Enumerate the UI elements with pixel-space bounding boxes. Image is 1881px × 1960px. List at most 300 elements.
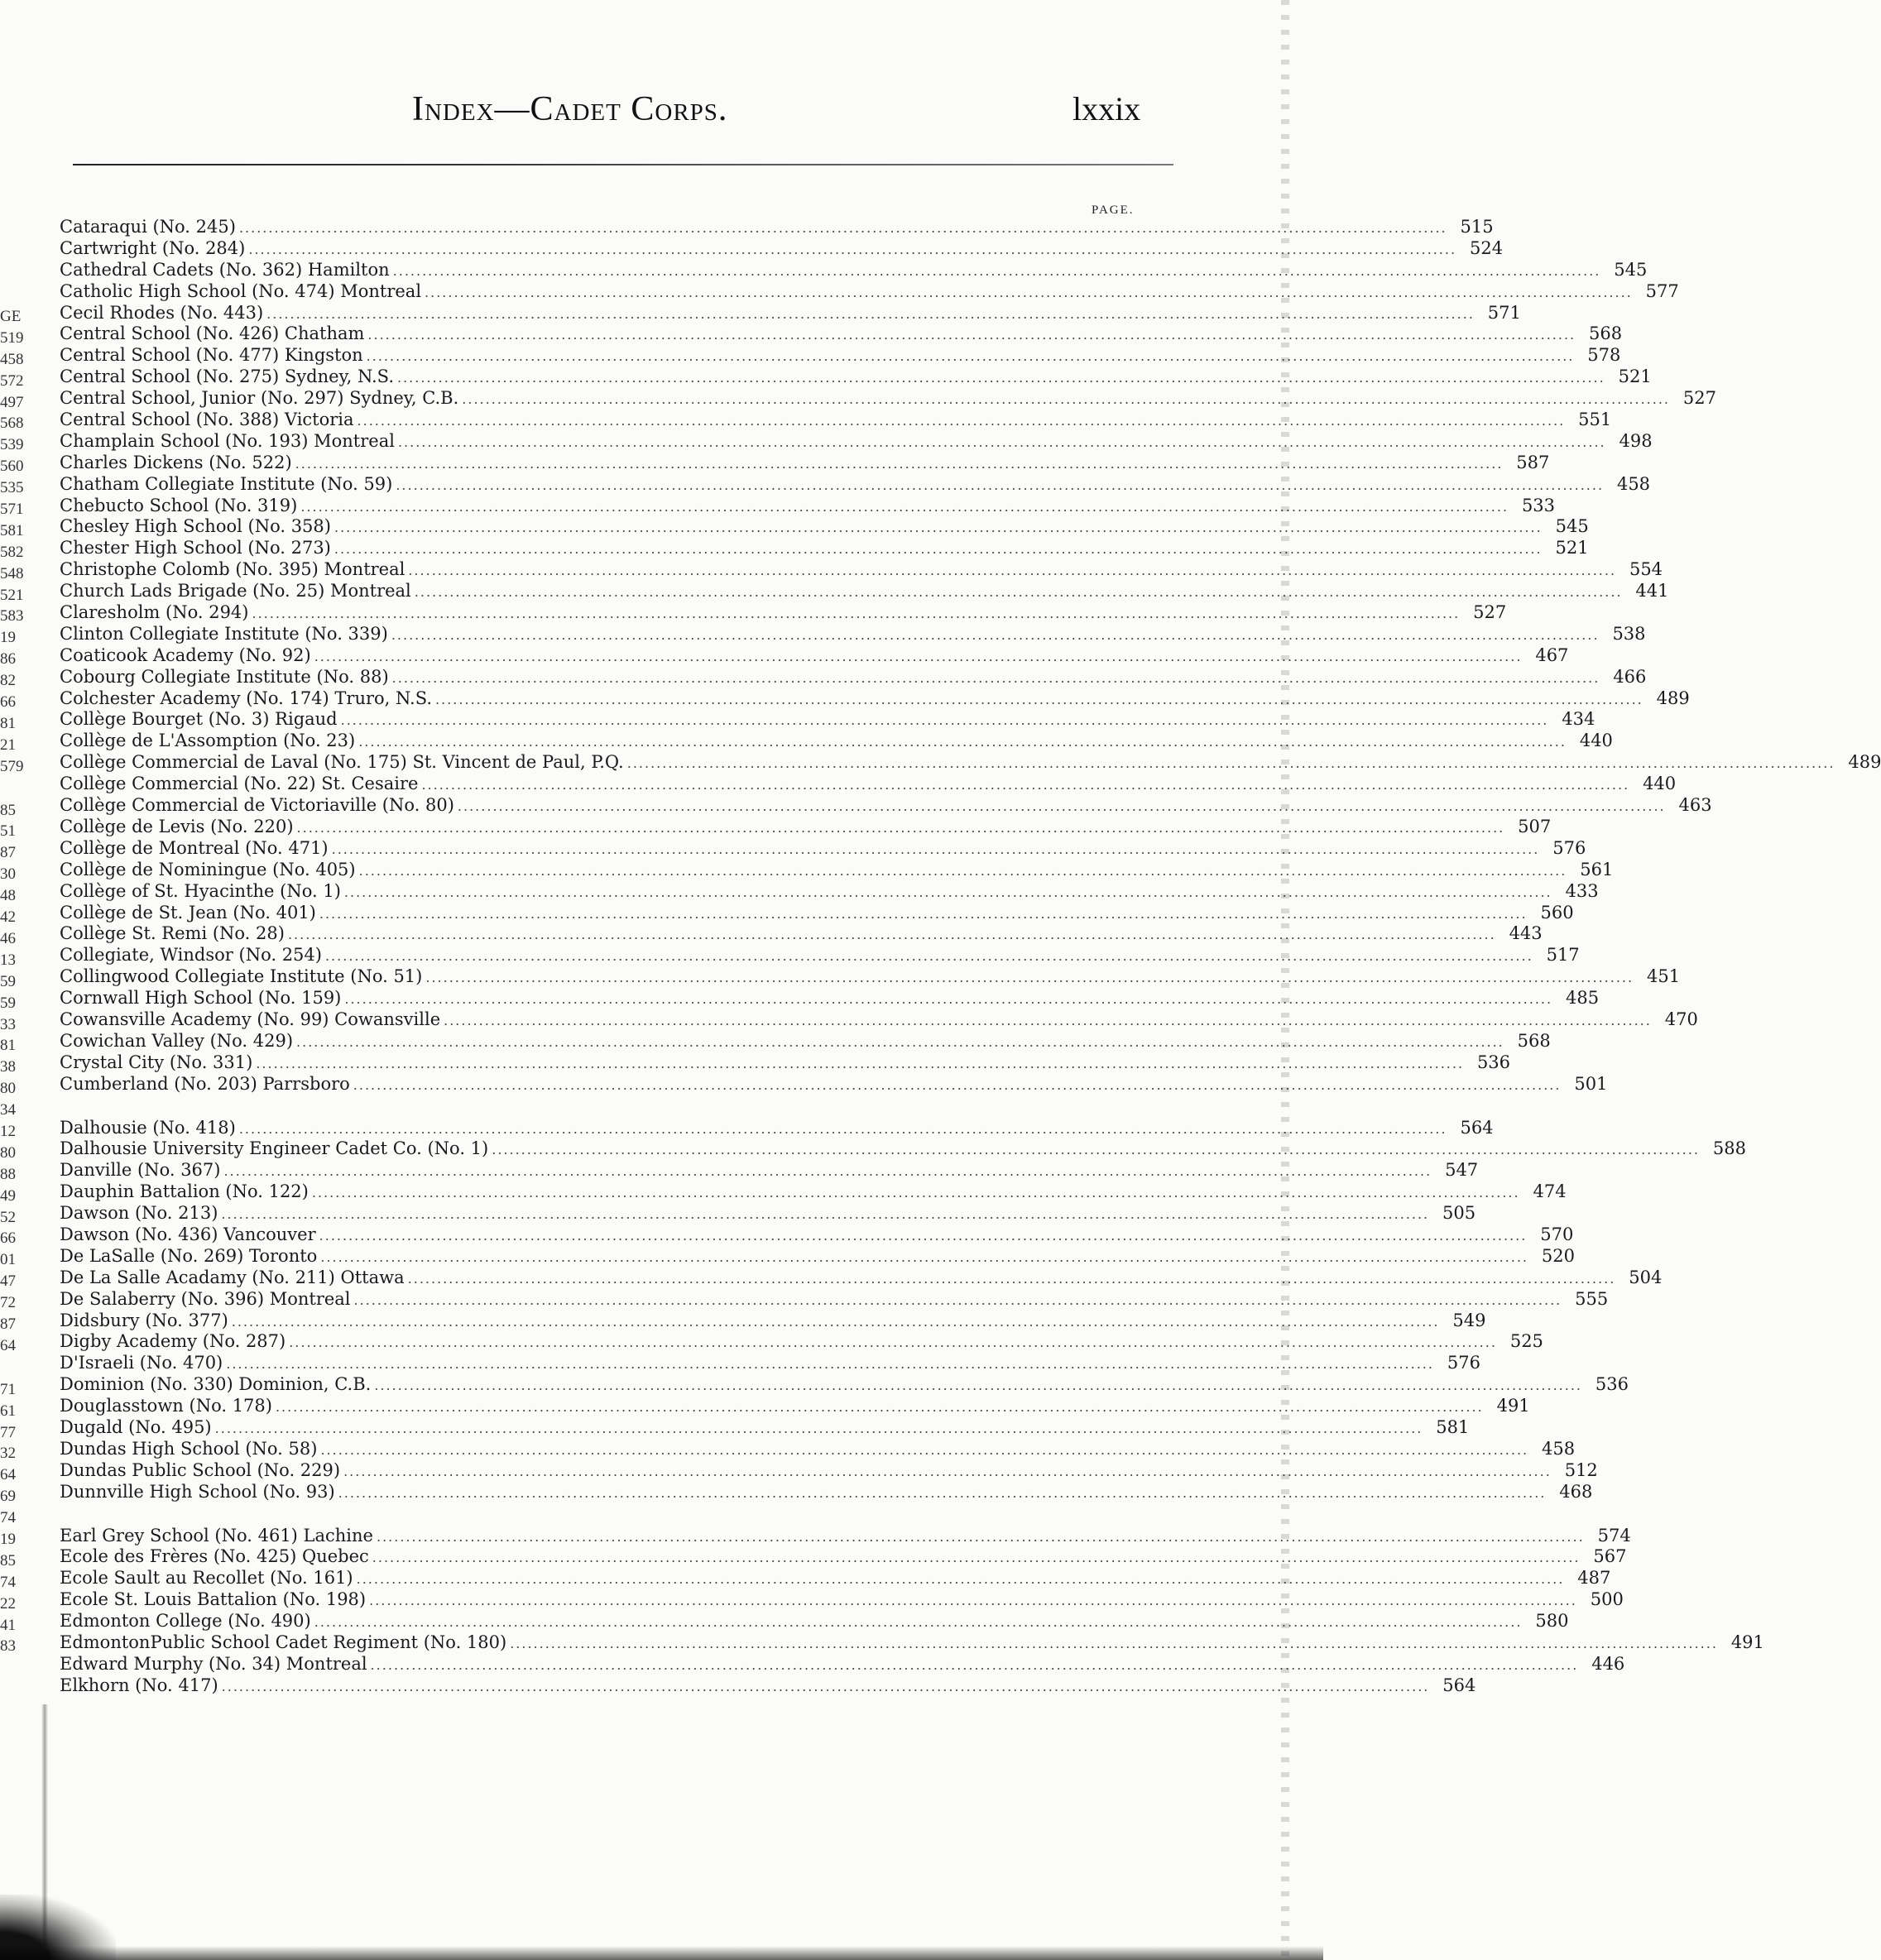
index-entry — [60, 538, 1589, 559]
right-page-edge — [1281, 0, 1289, 1960]
bleed-number: 521 — [0, 586, 24, 604]
page-header — [0, 89, 1323, 139]
dot-leader — [221, 1204, 1429, 1225]
bleed-number: 66 — [0, 1229, 16, 1248]
index-entry — [60, 1245, 1576, 1268]
entry-name: Collège de Levis (No. 220) — [60, 816, 294, 836]
index-entry — [60, 774, 1677, 795]
entry-name: Cataraqui (No. 245) — [60, 217, 236, 237]
dot-leader — [248, 239, 1456, 261]
entry-page: 545 — [1614, 259, 1648, 280]
bleed-number: 87 — [0, 844, 16, 862]
entry-name: Ecole Sault au Recollet (No. 161) — [60, 1568, 353, 1589]
entry-name: Collingwood Collegiate Institute (No. 51) — [60, 966, 423, 987]
entry-page: 485 — [1565, 988, 1600, 1009]
entry-page: 527 — [1473, 602, 1507, 623]
bleed-number: 568 — [0, 415, 24, 433]
entry-name: Dundas Public School (No. 229) — [60, 1459, 341, 1480]
entry-page: 468 — [1559, 1481, 1593, 1502]
entry-page: 578 — [1587, 345, 1621, 366]
bleed-number: 81 — [0, 714, 16, 732]
entry-page: 489 — [1848, 752, 1881, 773]
index-entry — [60, 1675, 1476, 1697]
entry-name: Central School (No. 388) Victoria — [60, 410, 354, 430]
entry-page: 458 — [1542, 1438, 1576, 1459]
entry-name: Collège of St. Hyacinthe (No. 1) — [60, 880, 341, 901]
entry-page: 527 — [1682, 388, 1716, 409]
dot-leader — [223, 1161, 1432, 1182]
entry-name: Collège de L'Assomption (No. 23) — [60, 731, 356, 751]
index-entry — [60, 1331, 1543, 1353]
entry-page: 564 — [1460, 1117, 1494, 1138]
entry-page: 451 — [1646, 966, 1681, 987]
index-entry — [60, 902, 1574, 924]
entry-name: Collège St. Remi (No. 28) — [60, 923, 285, 944]
index-entry — [60, 280, 1679, 303]
dot-leader — [425, 282, 1633, 304]
bleed-number: 22 — [0, 1594, 16, 1613]
bleed-number: 583 — [0, 607, 24, 625]
entry-page: 564 — [1442, 1675, 1476, 1695]
entry-page: 441 — [1635, 581, 1669, 601]
index-entry — [60, 1009, 1698, 1031]
entry-page: 434 — [1562, 709, 1595, 730]
entry-name: Dawson (No. 436) Vancouver — [60, 1224, 316, 1244]
dot-leader — [314, 646, 1523, 668]
index-entry — [60, 1138, 1746, 1160]
index-entry — [60, 430, 1653, 453]
index-entry — [60, 1568, 1611, 1589]
dot-leader — [319, 1225, 1528, 1247]
bleed-number: 13 — [0, 951, 16, 969]
index-section-d — [60, 1117, 1746, 1503]
bleed-number: 572 — [0, 371, 24, 390]
dot-leader — [425, 967, 1634, 989]
entry-page: 581 — [1436, 1416, 1470, 1437]
dot-leader — [359, 860, 1567, 882]
dot-leader — [239, 218, 1447, 239]
entry-name: Dawson (No. 213) — [60, 1203, 218, 1224]
entry-page: 487 — [1577, 1568, 1611, 1589]
index-section-c — [60, 217, 1881, 1095]
index-entry — [60, 1181, 1567, 1203]
dot-leader — [392, 668, 1600, 689]
entry-name: Chebucto School (No. 319) — [60, 495, 298, 515]
index-entry — [60, 945, 1580, 966]
index-entry — [60, 1073, 1608, 1095]
entry-page: 466 — [1613, 666, 1647, 687]
entry-name: Cornwall High School (No. 159) — [60, 988, 342, 1009]
entry-page: 551 — [1578, 410, 1612, 430]
index-entry — [60, 1203, 1476, 1224]
entry-page: 443 — [1509, 923, 1543, 944]
bleed-number: 548 — [0, 564, 24, 582]
bleed-number: 519 — [0, 328, 24, 347]
bleed-gap — [0, 778, 20, 800]
entry-page: 554 — [1629, 559, 1663, 580]
entry-page: 467 — [1535, 645, 1569, 665]
bleed-number: 560 — [0, 458, 24, 476]
dot-leader — [435, 689, 1643, 711]
entry-name: Ecole St. Louis Battalion (No. 198) — [60, 1589, 367, 1610]
entry-name: De Salaberry (No. 396) Montreal — [60, 1288, 351, 1309]
dot-leader — [396, 475, 1604, 496]
bleed-number: 32 — [0, 1445, 16, 1463]
entry-name: Earl Grey School (No. 461) Lachine — [60, 1525, 373, 1545]
entry-page: 489 — [1656, 688, 1690, 708]
entry-name: Christophe Colomb (No. 395) Montreal — [60, 559, 405, 580]
entry-name: Dundas High School (No. 58) — [60, 1438, 318, 1459]
dot-leader — [354, 1290, 1562, 1311]
dot-leader — [627, 753, 1835, 774]
bleed-number: 535 — [0, 479, 24, 497]
index-entry — [60, 1653, 1625, 1675]
dot-leader — [296, 1032, 1504, 1053]
bleed-number: 47 — [0, 1272, 16, 1291]
bleed-number: GE — [0, 308, 22, 325]
dot-leader — [369, 1590, 1577, 1612]
dot-leader — [226, 1354, 1434, 1375]
entry-name: Central School, Junior (No. 297) Sydney, C.B. — [60, 388, 459, 409]
entry-page: 515 — [1460, 217, 1494, 237]
dot-leader — [421, 774, 1629, 796]
index-entry — [60, 709, 1595, 731]
bleed-number: 59 — [0, 972, 16, 990]
index-entry — [60, 1611, 1569, 1632]
entry-name: Cecil Rhodes (No. 443) — [60, 302, 264, 323]
entry-page: 458 — [1616, 473, 1651, 494]
bleed-number: 59 — [0, 994, 16, 1012]
entry-page: 512 — [1564, 1459, 1598, 1480]
dot-leader — [344, 989, 1552, 1010]
entry-page: 470 — [1664, 1009, 1698, 1029]
dot-leader — [377, 1526, 1585, 1548]
index-entry — [60, 516, 1589, 538]
bleed-number: 539 — [0, 436, 24, 454]
bleed-number: 86 — [0, 650, 16, 669]
dot-leader — [367, 324, 1576, 346]
entry-page: 500 — [1590, 1589, 1624, 1610]
bleed-number: 458 — [0, 350, 24, 368]
dot-leader — [408, 560, 1616, 582]
index-entry — [60, 1459, 1598, 1482]
index-entry — [60, 1416, 1470, 1439]
entry-page: 549 — [1452, 1310, 1486, 1330]
entry-name: Dugald (No. 495) — [60, 1416, 212, 1437]
entry-page: 517 — [1546, 945, 1580, 966]
entry-name: Dauphin Battalion (No. 122) — [60, 1181, 309, 1202]
dot-leader — [358, 731, 1567, 753]
bleed-number: 71 — [0, 1380, 16, 1398]
entry-name: Central School (No. 477) Kingston — [60, 345, 363, 366]
bleed-number: 74 — [0, 1509, 16, 1527]
dot-leader — [312, 1182, 1520, 1204]
bleed-number: 41 — [0, 1616, 16, 1634]
bleed-number: 582 — [0, 543, 24, 561]
bleed-number: 581 — [0, 521, 24, 539]
index-entry — [60, 217, 1494, 238]
index-entry — [60, 880, 1599, 903]
entry-page: 521 — [1618, 367, 1652, 387]
index-section-e — [60, 1525, 1764, 1697]
entry-name: Dalhousie University Engineer Cadet Co. (No. 1) — [60, 1138, 489, 1159]
index-entry — [60, 1052, 1511, 1074]
entry-page: 576 — [1552, 837, 1586, 858]
dot-leader — [266, 304, 1475, 325]
entry-page: 491 — [1730, 1632, 1764, 1652]
entry-name: Collège de St. Jean (No. 401) — [60, 902, 316, 922]
dot-leader — [222, 1676, 1430, 1698]
dot-leader — [372, 1547, 1581, 1569]
bleed-number: 33 — [0, 1015, 16, 1033]
entry-name: Cowansville Academy (No. 99) Cowansville — [60, 1009, 441, 1029]
entry-name: Edmonton College (No. 490) — [60, 1611, 311, 1632]
dot-leader — [288, 924, 1496, 946]
index-entry — [60, 1589, 1624, 1611]
entry-page: 533 — [1521, 495, 1556, 515]
entry-page: 576 — [1447, 1353, 1480, 1373]
entry-name: Dalhousie (No. 418) — [60, 1117, 236, 1138]
entry-page: 463 — [1678, 795, 1712, 816]
page-title: Index—Cadet Corps. — [412, 90, 728, 128]
bleed-number: 88 — [0, 1165, 16, 1183]
index-entry — [60, 1267, 1663, 1289]
bleed-number: 87 — [0, 1315, 16, 1333]
bleed-number: 74 — [0, 1573, 16, 1591]
entry-name: Collège Commercial (No. 22) St. Cesaire — [60, 774, 419, 794]
dot-leader — [444, 1010, 1652, 1032]
index-entry — [60, 1396, 1530, 1417]
dot-leader — [415, 582, 1623, 603]
bleed-number: 579 — [0, 757, 24, 775]
bleed-number: 48 — [0, 887, 16, 905]
dot-leader — [371, 1655, 1579, 1676]
entry-name: Collège Commercial de Laval (No. 175) St. Vincent de Paul, P.Q. — [60, 752, 624, 773]
entry-name: Cobourg Collegiate Institute (No. 88) — [60, 666, 389, 687]
index-entry — [60, 581, 1669, 602]
entry-name: Elkhorn (No. 417) — [60, 1675, 218, 1695]
entry-page: 538 — [1612, 623, 1646, 644]
index-entry — [60, 795, 1712, 817]
entry-page: 545 — [1555, 516, 1589, 537]
dot-leader — [393, 261, 1601, 282]
dot-leader — [334, 517, 1543, 539]
entry-name: De LaSalle (No. 269) Toronto — [60, 1245, 318, 1266]
entry-name: EdmontonPublic School Cadet Regiment (No. 180) — [60, 1632, 507, 1652]
entry-name: Dominion (No. 330) Dominion, C.B. — [60, 1374, 372, 1395]
entry-name: Coaticook Academy (No. 92) — [60, 645, 311, 665]
dot-leader — [314, 1612, 1523, 1633]
dot-leader — [353, 1075, 1562, 1096]
entry-name: Crystal City (No. 331) — [60, 1052, 253, 1072]
index-entry — [60, 923, 1543, 945]
entry-page: 504 — [1629, 1267, 1663, 1287]
entry-name: Chesley High School (No. 358) — [60, 516, 331, 537]
index-entry — [60, 731, 1613, 752]
entry-page: 446 — [1591, 1653, 1625, 1674]
dot-leader — [391, 625, 1600, 646]
index-entry — [60, 473, 1651, 496]
dot-leader — [325, 946, 1533, 967]
index-entry — [60, 1546, 1627, 1568]
entry-name: Chester High School (No. 273) — [60, 538, 331, 558]
dot-leader — [357, 1569, 1565, 1590]
entry-page: 568 — [1589, 323, 1623, 344]
dot-leader — [462, 389, 1670, 410]
bleed-number: 51 — [0, 822, 16, 841]
entry-name: D'Israeli (No. 470) — [60, 1353, 223, 1373]
entry-name: Collège de Nominingue (No. 405) — [60, 859, 356, 879]
entry-page: 474 — [1533, 1181, 1567, 1202]
entry-page: 507 — [1518, 816, 1552, 836]
index-entry — [60, 1224, 1574, 1246]
entry-page: 568 — [1517, 1030, 1551, 1051]
bleed-number: 83 — [0, 1637, 16, 1656]
entry-name: Chatham Collegiate Institute (No. 59) — [60, 473, 393, 494]
entry-page: 574 — [1597, 1525, 1631, 1545]
entry-page: 555 — [1575, 1288, 1609, 1309]
index-entry — [60, 816, 1552, 838]
entry-name: Collège de Montreal (No. 471) — [60, 837, 329, 858]
dot-leader — [398, 432, 1606, 453]
entry-page: 433 — [1565, 880, 1599, 901]
index-entry — [60, 495, 1556, 517]
bleed-number: 64 — [0, 1336, 16, 1354]
entry-page: 521 — [1555, 538, 1589, 558]
index-entry — [60, 1525, 1631, 1547]
dot-leader — [374, 1375, 1582, 1397]
bleed-number: 64 — [0, 1466, 16, 1484]
entry-page: 520 — [1541, 1245, 1576, 1266]
bleed-number: 80 — [0, 1143, 16, 1162]
entry-name: Cumberland (No. 203) Parrsboro — [60, 1073, 350, 1094]
index-entry — [60, 1310, 1486, 1332]
bleed-number: 81 — [0, 1037, 16, 1055]
index-entry — [60, 1288, 1609, 1311]
entry-name: Catholic High School (No. 474) Montreal — [60, 280, 422, 301]
entry-name: Central School (No. 426) Chatham — [60, 323, 365, 344]
bleed-number: 80 — [0, 1080, 16, 1098]
entry-name: Church Lads Brigade (No. 25) Montreal — [60, 581, 411, 601]
dot-leader — [232, 1311, 1440, 1333]
bleed-number: 77 — [0, 1423, 16, 1441]
entry-page: 580 — [1535, 1611, 1569, 1632]
entry-name: De La Salle Acadamy (No. 211) Ottawa — [60, 1267, 405, 1287]
dot-leader — [492, 1139, 1700, 1161]
entry-name: Ecole des Frères (No. 425) Quebec — [60, 1546, 369, 1567]
index-entry — [60, 1353, 1480, 1374]
dot-leader — [334, 539, 1543, 560]
entry-page: 560 — [1540, 902, 1574, 922]
entry-page: 501 — [1574, 1073, 1608, 1094]
bleed-number: 19 — [0, 629, 16, 647]
entry-name: Clinton Collegiate Institute (No. 339) — [60, 623, 388, 644]
index-list — [60, 217, 1881, 1697]
entry-page: 536 — [1595, 1374, 1629, 1395]
entry-page: 524 — [1469, 237, 1504, 258]
index-entry — [60, 1438, 1576, 1460]
entry-page: 588 — [1712, 1138, 1746, 1159]
index-entry — [60, 623, 1646, 645]
dot-leader — [458, 796, 1666, 817]
index-entry — [60, 237, 1504, 260]
entry-page: 547 — [1445, 1160, 1479, 1181]
entry-page: 561 — [1580, 859, 1614, 879]
entry-page: 440 — [1643, 774, 1677, 794]
entry-name: Collegiate, Windsor (No. 254) — [60, 945, 322, 966]
entry-page: 587 — [1516, 452, 1550, 472]
bottom-edge-shadow — [0, 1946, 1323, 1960]
dot-leader — [215, 1418, 1423, 1440]
entry-name: Charles Dickens (No. 522) — [60, 452, 292, 472]
dot-leader — [357, 410, 1566, 432]
bleed-number: 69 — [0, 1488, 16, 1506]
index-entry — [60, 1030, 1551, 1052]
index-entry — [60, 410, 1612, 431]
dot-leader — [397, 367, 1605, 389]
index-entry — [60, 988, 1600, 1009]
bleed-number: 571 — [0, 501, 24, 519]
bleed-number: 30 — [0, 865, 16, 884]
dot-leader — [320, 1247, 1528, 1268]
index-entry — [60, 752, 1881, 774]
index-entry — [60, 302, 1521, 324]
index-entry — [60, 602, 1507, 624]
bleed-number: 01 — [0, 1251, 16, 1269]
page-column-label: PAGE. — [1092, 204, 1135, 217]
entry-name: Champlain School (No. 193) Montreal — [60, 430, 395, 451]
entry-name: Collège Bourget (No. 3) Rigaud — [60, 709, 338, 730]
entry-name: Digby Academy (No. 287) — [60, 1331, 286, 1352]
entry-page: 525 — [1509, 1331, 1543, 1352]
dot-leader — [289, 1332, 1497, 1354]
entry-name: Claresholm (No. 294) — [60, 602, 249, 623]
index-entry — [60, 1374, 1629, 1396]
entry-page: 440 — [1579, 731, 1613, 751]
page-number: lxxix — [1072, 90, 1141, 127]
dot-leader — [408, 1268, 1616, 1290]
bleed-number: 52 — [0, 1208, 16, 1226]
entry-page: 577 — [1645, 280, 1679, 301]
bleed-number: 12 — [0, 1122, 16, 1140]
index-entry — [60, 1481, 1593, 1503]
dot-leader — [332, 839, 1540, 860]
dot-leader — [297, 817, 1505, 839]
entry-page: 536 — [1476, 1052, 1511, 1072]
dot-leader — [300, 496, 1509, 518]
bleed-number: 49 — [0, 1186, 16, 1205]
bleed-number: 61 — [0, 1402, 16, 1420]
dot-leader — [320, 1440, 1528, 1461]
index-entry — [60, 859, 1614, 881]
dot-leader — [295, 453, 1504, 475]
entry-name: Cartwright (No. 284) — [60, 237, 246, 258]
bleed-number: 85 — [0, 801, 16, 819]
facing-page-bleed — [0, 306, 24, 1657]
index-entry — [60, 367, 1652, 388]
entry-page: 505 — [1442, 1203, 1476, 1224]
entry-page: 570 — [1540, 1224, 1574, 1244]
dot-leader — [319, 903, 1528, 925]
dot-leader — [252, 603, 1461, 625]
bleed-number: 66 — [0, 693, 16, 712]
dot-leader — [239, 1119, 1447, 1140]
index-entry — [60, 323, 1623, 345]
entry-name: Central School (No. 275) Sydney, N.S. — [60, 367, 394, 387]
dot-leader — [367, 346, 1575, 367]
bleed-number: 42 — [0, 908, 16, 927]
bleed-number: 82 — [0, 672, 16, 690]
